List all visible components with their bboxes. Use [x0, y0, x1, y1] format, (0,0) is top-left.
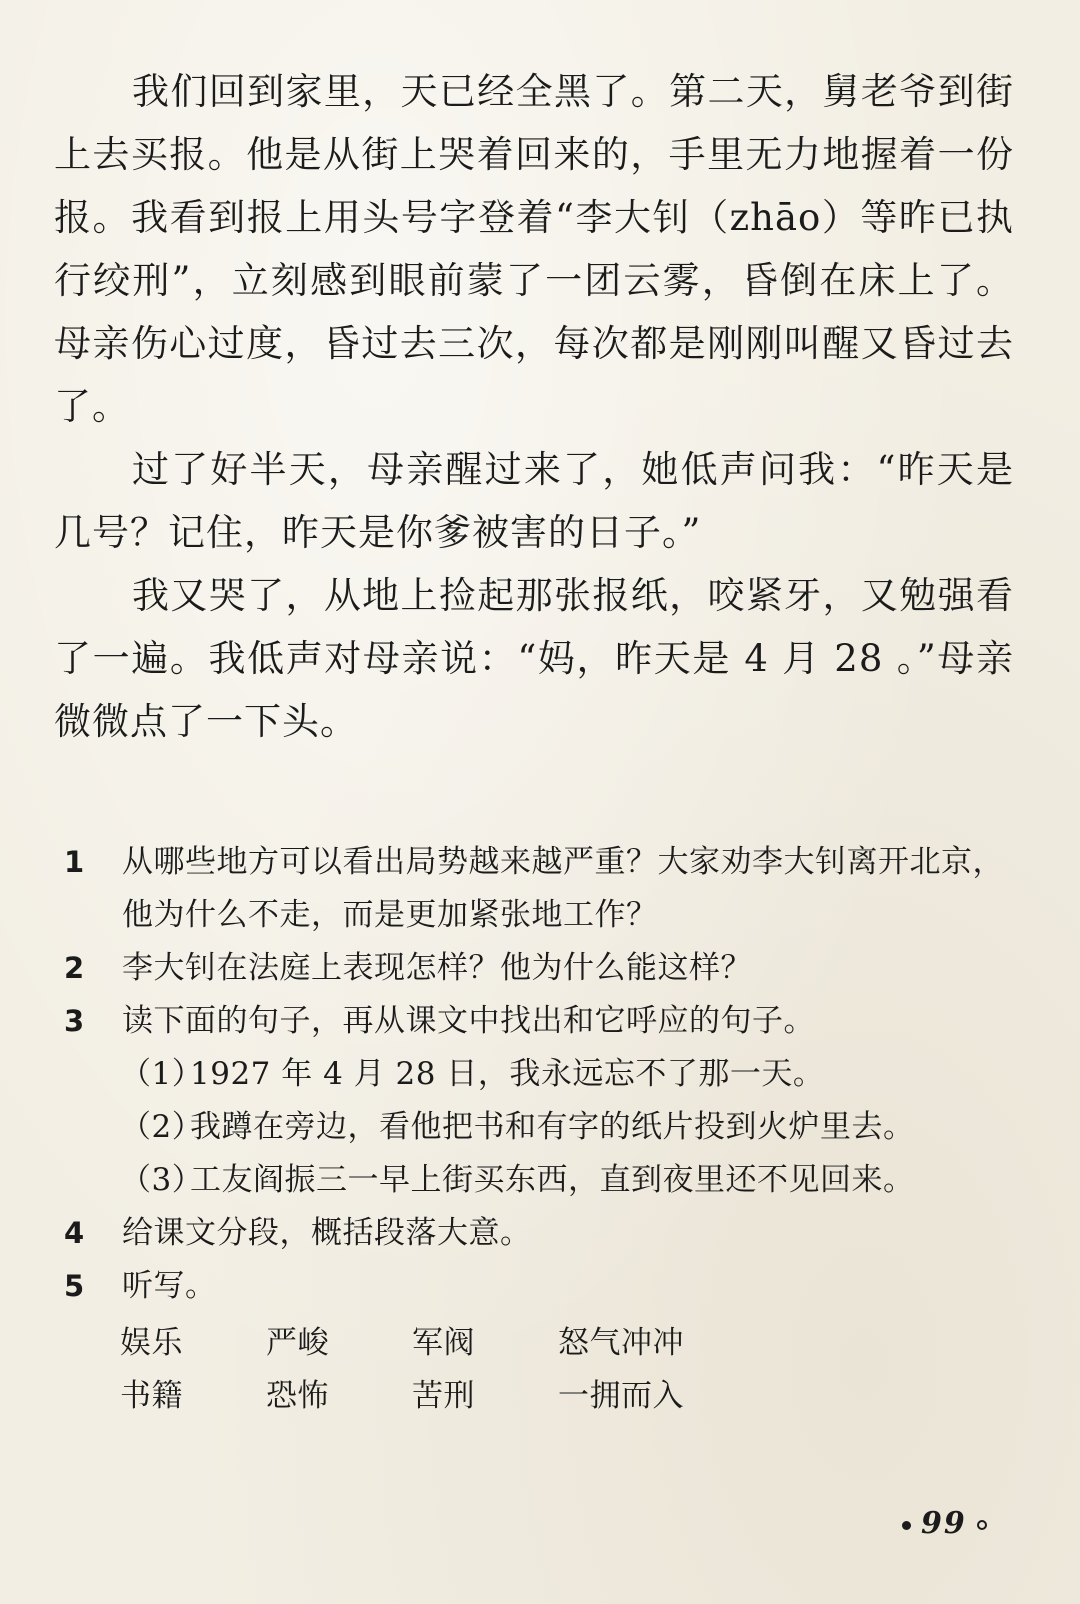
vocab-word: 怒气冲冲 — [558, 1325, 684, 1361]
hollow-dot-icon — [977, 1520, 987, 1530]
sentence-item — [120, 1154, 1022, 1207]
exercise-item — [62, 942, 1022, 995]
dictation-words — [62, 1317, 1022, 1423]
exercise-number: 5 — [64, 1269, 85, 1303]
exercise-text: 从哪些地方可以看出局势越来越严重？大家劝李大钊离开北京，他为什么不走，而是更加紧张地工作？ — [122, 844, 1004, 933]
sentence-text: 我蹲在旁边，看他把书和有字的纸片投到火炉里去。 — [190, 1109, 915, 1145]
vocab-word: 书籍 — [120, 1378, 183, 1414]
paragraph: 过了好半天，母亲醒过来了，她低声问我：“昨天是几号？记住，昨天是你爹被害的日子。” — [54, 448, 1014, 554]
exercise-list — [62, 836, 1022, 1423]
sentence-number: （2） — [120, 1109, 204, 1145]
sentence-text: 工友阎振三一早上街买东西，直到夜里还不见回来。 — [190, 1162, 915, 1198]
sentence-number: （3） — [120, 1162, 204, 1198]
exercise-number: 1 — [64, 845, 85, 879]
exercise-text: 听写。 — [122, 1268, 217, 1304]
sentence-text: 1927 年 4 月 28 日，我永远忘不了那一天。 — [190, 1056, 825, 1092]
exercise-item — [62, 836, 1022, 942]
exercise-text: 李大钊在法庭上表现怎样？他为什么能这样？ — [122, 950, 752, 986]
vocab-word: 严峻 — [266, 1325, 329, 1361]
exercise-item — [62, 1260, 1022, 1313]
exercise-item — [62, 1207, 1022, 1260]
vocab-word: 军阀 — [412, 1325, 475, 1361]
page-number-text: 99 — [921, 1506, 967, 1541]
exercise-number: 3 — [64, 1004, 85, 1038]
paragraph: 我又哭了，从地上捡起那张报纸，咬紧牙，又勉强看了一遍。我低声对母亲说：“妈，昨天是 4 月 28 。”母亲微微点了一下头。 — [54, 574, 1014, 743]
exercise-text: 给课文分段，概括段落大意。 — [122, 1215, 532, 1251]
sentence-item — [120, 1048, 1022, 1101]
exercise-item — [62, 995, 1022, 1048]
exercise-number: 2 — [64, 951, 85, 985]
sentence-number: （1） — [120, 1056, 204, 1092]
word-row — [120, 1370, 1022, 1423]
bullet-dot-icon — [902, 1521, 911, 1530]
word-row — [120, 1317, 1022, 1370]
page-number — [892, 1506, 997, 1541]
sentence-list — [62, 1048, 1022, 1207]
exercise-number: 4 — [64, 1216, 85, 1250]
story-text — [54, 60, 1014, 753]
vocab-word: 恐怖 — [266, 1378, 329, 1414]
vocab-word: 一拥而入 — [558, 1378, 684, 1414]
vocab-word: 娱乐 — [120, 1325, 183, 1361]
sentence-item — [120, 1101, 1022, 1154]
vocab-word: 苦刑 — [412, 1378, 475, 1414]
paragraph: 我们回到家里，天已经全黑了。第二天，舅老爷到街上去买报。他是从街上哭着回来的，手里无力地握着一份报。我看到报上用头号字登着“李大钊（zhāo）等昨已执行绞刑”，立刻感到眼前蒙了一团云雾，昏倒在床上了。母亲伤心过度，昏过去三次，每次都是刚刚叫醒又昏过去了。 — [54, 70, 1014, 428]
exercise-text: 读下面的句子，再从课文中找出和它呼应的句子。 — [122, 1003, 815, 1039]
